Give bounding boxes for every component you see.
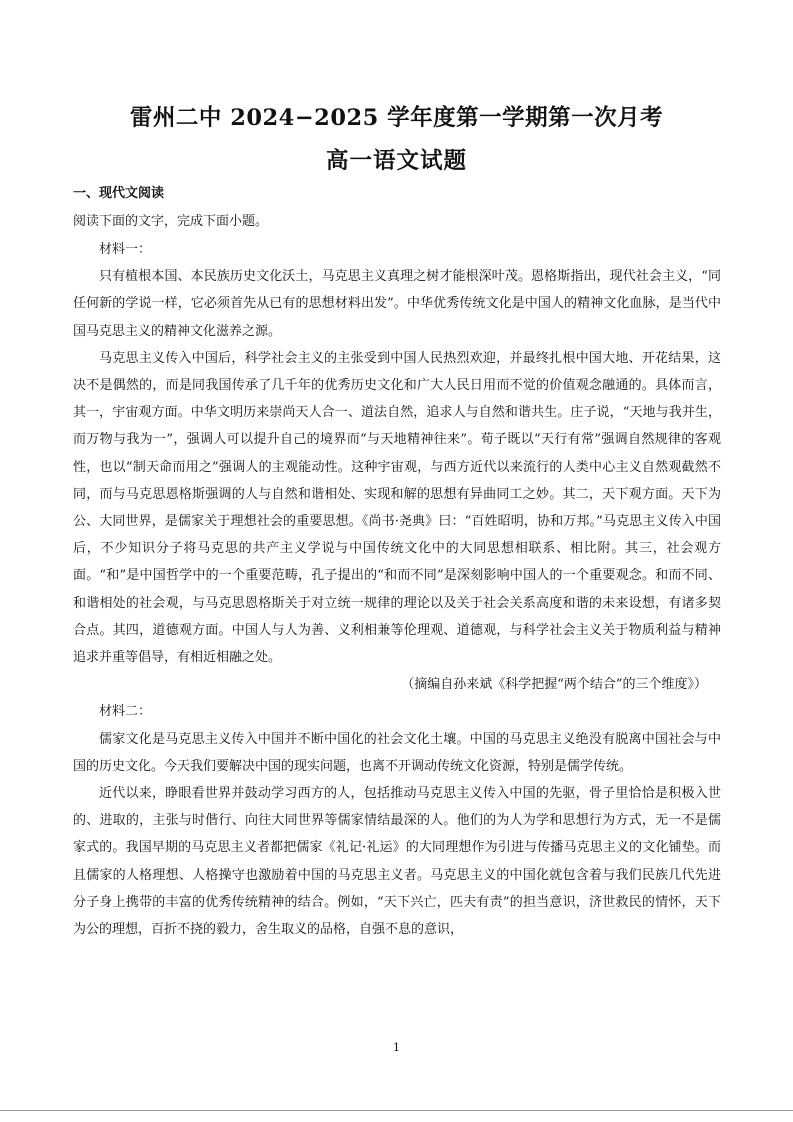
reading-instruction: 阅读下面的文字，完成下面小题。 bbox=[73, 214, 269, 229]
source-citation: （摘编自孙来斌《科学把握“两个结合”的三个维度》） bbox=[401, 677, 707, 693]
page-bottom-rule bbox=[0, 1110, 793, 1111]
paragraph: 儒家文化是马克思主义传入中国并不断中国化的社会文化土壤。中国的马克思主义绝没有脱离中国社会与中国的历史文化。今天我们要解决中国的现实问题，也离不开调动传统文化资源，特别是儒学传统。 bbox=[73, 731, 721, 774]
material-one-label: 材料一： bbox=[99, 242, 152, 257]
section-heading: 一、现代文阅读 bbox=[73, 186, 165, 201]
page-number: 1 bbox=[393, 1041, 400, 1054]
page-title: 雷州二中 2024−2025 学年度第一学期第一次月考 bbox=[129, 105, 664, 131]
page-subtitle: 高一语文试题 bbox=[325, 148, 467, 174]
paragraph: 马克思主义传入中国后，科学社会主义的主张受到中国人民热烈欢迎，并最终扎根中国大地、开花结果，这决不是偶然的，而是同我国传承了几千年的优秀历史文化和广大人民日用而不觉的价值观念融通的。具体而言，其一，宇宙观方面。中华文明历来崇尚天人合一、道法自然，追求人与自然和谐共生。庄子说，“天地与我并生，而万物与我为一”，强调人可以提升自己的境界而“与天地精神往来”。荀子既以“天行有常”强调自然规律的客观性，也以“制天命而用之”强调人的主观能动性。这种宇宙观，与西方近代以来流行的人类中心主义自然观截然不同，而与马克思恩格斯强调的人与自然和谐相处、实现和解的思想有异曲同工之妙。其二，天下观方面。天下为公、大同世界，是儒家关于理想社会的重要思想。《尚书·尧典》曰：“百姓昭明，协和万邦。”马克思主义传入中国后，不少知识分子将马克思的共产主义学说与中国传统文化中的大同思想相联系、相比附。其三，社会观方面。“和”是中国哲学中的一个重要范畴，孔子提出的“和而不同”是深刻影响中国人的一个重要观念。和而不同、和谐相处的社会观，与马克思恩格斯关于对立统一规律的理论以及关于社会关系高度和谐的未来设想，有诸多契合点。其四，道德观方面。中国人与人为善、义利相兼等伦理观、道德观，与科学社会主义关于物质利益与精神追求并重等倡导，有相近相融之处。 bbox=[73, 350, 721, 666]
paragraph: 近代以来，睁眼看世界并鼓动学习西方的人，包括推动马克思主义传入中国的先驱，骨子里恰恰是积极入世的、进取的，主张与时偕行、向往大同世界等儒家情结最深的人。他们的为人为学和思想行为方式，无一不是儒家式的。我国早期的马克思主义者都把儒家《礼记·礼运》的大同理想作为引进与传播马克思主义的文化铺垫。而且儒家的人格理想、人格操守也激励着中国的马克思主义者。马克思主义的中国化就包含着与我们民族几代先进分子身上携带的丰富的优秀传统精神的结合。例如，“天下兴亡，匹夫有责”的担当意识，济世救民的情怀，天下为公的理想，百折不挠的毅力，舍生取义的品格，自强不息的意识， bbox=[73, 786, 721, 938]
article-body bbox=[73, 236, 721, 943]
material-two-label: 材料二： bbox=[99, 704, 152, 720]
paragraph: 只有植根本国、本民族历史文化沃土，马克思主义真理之树才能根深叶茂。恩格斯指出，现代社会主义，“同任何新的学说一样，它必须首先从已有的思想材料出发”。中华优秀传统文化是中国人的精神文化血脉，是当代中国马克思主义的精神文化滋养之源。 bbox=[73, 269, 721, 339]
